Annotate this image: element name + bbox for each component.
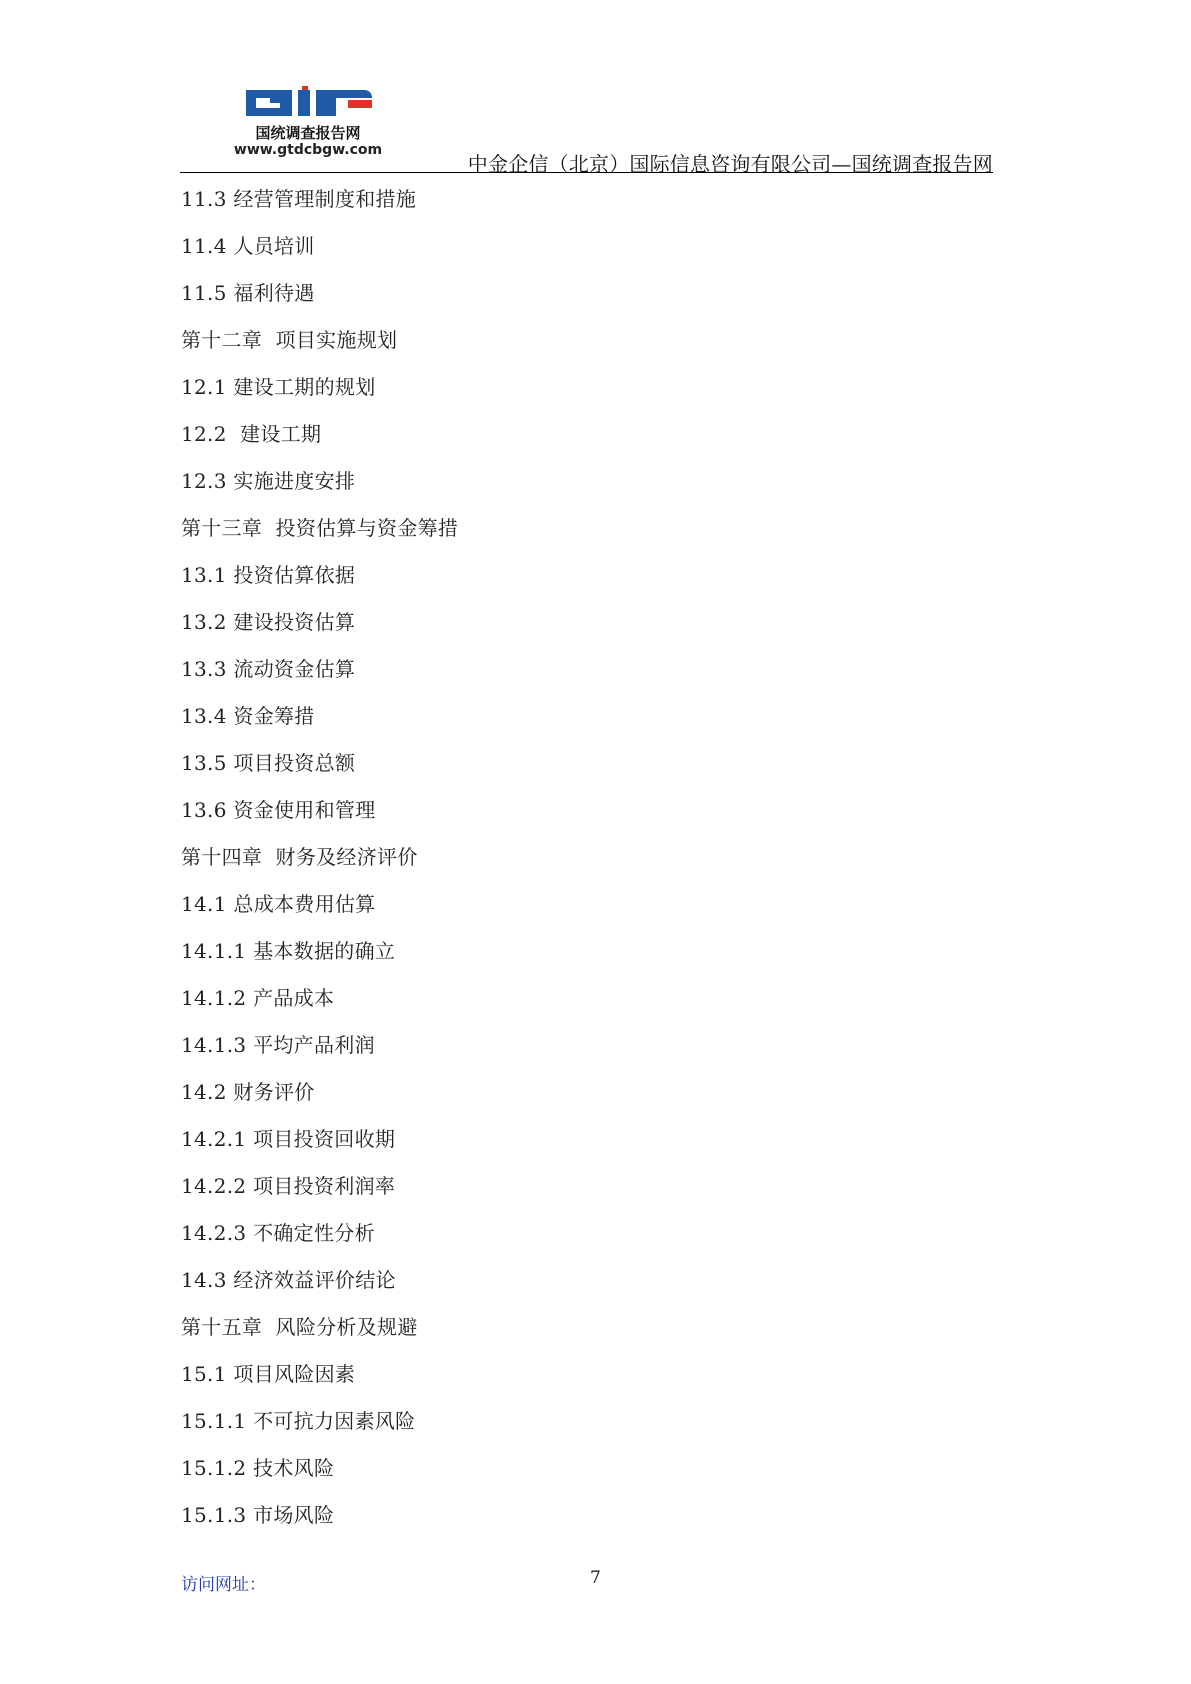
toc-chapter: 第十四章 财务及经济评价: [181, 845, 418, 869]
toc-entry: 15.1.3 市场风险: [181, 1503, 335, 1527]
toc-entry: 11.3 经营管理制度和措施: [181, 187, 417, 211]
page-number: 7: [590, 1568, 601, 1588]
toc-entry: 14.2.1 项目投资回收期: [181, 1127, 396, 1151]
toc-entry: 13.5 项目投资总额: [181, 751, 356, 775]
table-of-contents: [181, 176, 458, 1539]
toc-chapter: 第十二章 项目实施规划: [181, 328, 398, 352]
gir-logo-icon: [240, 86, 376, 120]
toc-entry: 14.1 总成本费用估算: [181, 892, 376, 916]
company-name: 中金企信（北京）国际信息咨询有限公司—国统调查报告网: [467, 152, 993, 176]
toc-entry: 14.2.3 不确定性分析: [181, 1221, 375, 1245]
toc-entry: 14.1.2 产品成本: [181, 986, 335, 1010]
site-logo[interactable]: [218, 86, 398, 166]
toc-entry: 13.4 资金筹措: [181, 704, 315, 728]
toc-entry: 14.2 财务评价: [181, 1080, 315, 1104]
toc-entry: 14.2.2 项目投资利润率: [181, 1174, 396, 1198]
logo-site-name: 国统调查报告网: [255, 124, 361, 142]
header-divider: [180, 172, 993, 173]
page-header: [180, 80, 993, 174]
toc-entry: 11.5 福利待遇: [181, 281, 315, 305]
toc-entry: 15.1 项目风险因素: [181, 1362, 356, 1386]
toc-entry: 12.3 实施进度安排: [181, 469, 356, 493]
toc-entry: 14.1.1 基本数据的确立: [181, 939, 396, 963]
toc-entry: 12.2 建设工期: [181, 422, 322, 446]
logo-site-url[interactable]: www.gtdcbgw.com: [233, 142, 383, 158]
toc-entry: 15.1.1 不可抗力因素风险: [181, 1409, 416, 1433]
toc-entry: 14.3 经济效益评价结论: [181, 1268, 396, 1292]
toc-chapter: 第十三章 投资估算与资金筹措: [181, 516, 459, 540]
toc-entry: 13.3 流动资金估算: [181, 657, 356, 681]
toc-entry: 15.1.2 技术风险: [181, 1456, 335, 1480]
toc-entry: 14.1.3 平均产品利润: [181, 1033, 375, 1057]
visit-url-link[interactable]: 访问网址：: [181, 1575, 266, 1595]
toc-entry: 13.2 建设投资估算: [181, 610, 356, 634]
toc-chapter: 第十五章 风险分析及规避: [181, 1315, 418, 1339]
toc-entry: 12.1 建设工期的规划: [181, 375, 376, 399]
toc-entry: 11.4 人员培训: [181, 234, 315, 258]
toc-entry: 13.1 投资估算依据: [181, 563, 356, 587]
toc-entry: 13.6 资金使用和管理: [181, 798, 376, 822]
